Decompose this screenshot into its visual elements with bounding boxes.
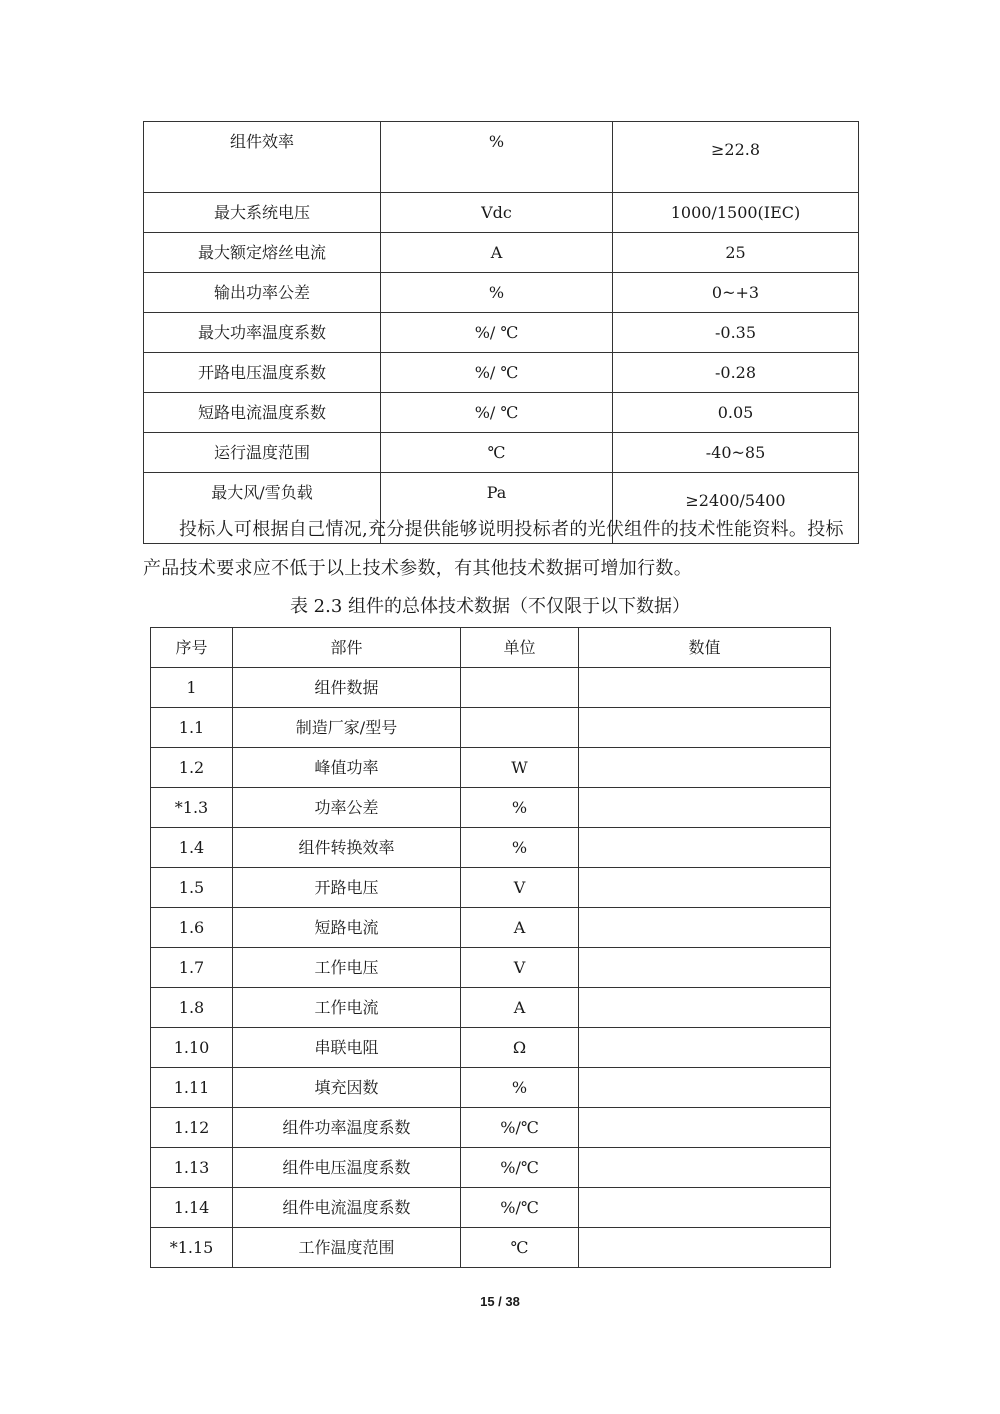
part-cell: 填充因数 [233, 1068, 461, 1108]
table-row [151, 708, 831, 748]
value-cell[interactable] [579, 1108, 831, 1148]
part-cell: 短路电流 [233, 908, 461, 948]
param-cell: 开路电压温度系数 [144, 353, 381, 393]
header-value: 数值 [579, 628, 831, 668]
table-row [151, 908, 831, 948]
unit-cell: % [461, 788, 579, 828]
data-table [150, 627, 831, 1268]
param-cell: 运行温度范围 [144, 433, 381, 473]
part-cell: 制造厂家/型号 [233, 708, 461, 748]
part-cell: 开路电压 [233, 868, 461, 908]
table-row [151, 868, 831, 908]
no-cell: 1 [151, 668, 233, 708]
value-cell[interactable] [579, 1148, 831, 1188]
value-cell: 25 [613, 233, 859, 273]
table-caption: 表 2.3 组件的总体技术数据（不仅限于以下数据） [289, 596, 691, 617]
value-cell[interactable] [579, 908, 831, 948]
param-cell: 最大风/雪负载 [144, 473, 381, 544]
table-header-row [151, 628, 831, 668]
unit-cell: Pa [381, 473, 613, 544]
param-cell: 最大系统电压 [144, 193, 381, 233]
unit-cell: A [461, 908, 579, 948]
value-cell: ≥2400/5400 [613, 473, 859, 544]
part-cell: 串联电阻 [233, 1028, 461, 1068]
table-row [151, 828, 831, 868]
value-cell[interactable] [579, 1228, 831, 1268]
table-row [144, 193, 859, 233]
unit-cell: W [461, 748, 579, 788]
part-cell: 工作电压 [233, 948, 461, 988]
part-cell: 工作电流 [233, 988, 461, 1028]
unit-cell: %/ ℃ [381, 353, 613, 393]
value-cell: 0.05 [613, 393, 859, 433]
table-row [151, 668, 831, 708]
table-row [144, 433, 859, 473]
no-cell: 1.13 [151, 1148, 233, 1188]
param-cell: 最大额定熔丝电流 [144, 233, 381, 273]
unit-cell: % [461, 828, 579, 868]
unit-cell: %/℃ [461, 1188, 579, 1228]
header-unit: 单位 [461, 628, 579, 668]
table-row [151, 1028, 831, 1068]
value-cell: 1000/1500(IEC) [613, 193, 859, 233]
value-cell[interactable] [579, 1028, 831, 1068]
no-cell: *1.15 [151, 1228, 233, 1268]
table-row [151, 1188, 831, 1228]
value-cell[interactable] [579, 988, 831, 1028]
value-cell: -0.28 [613, 353, 859, 393]
table-row [144, 393, 859, 433]
table-row [151, 1108, 831, 1148]
param-cell: 最大功率温度系数 [144, 313, 381, 353]
unit-cell: A [381, 233, 613, 273]
value-cell[interactable] [579, 948, 831, 988]
part-cell: 组件电压温度系数 [233, 1148, 461, 1188]
unit-cell: %/ ℃ [381, 313, 613, 353]
unit-cell: %/℃ [461, 1108, 579, 1148]
value-cell[interactable] [579, 1068, 831, 1108]
unit-cell: V [461, 868, 579, 908]
no-cell: 1.4 [151, 828, 233, 868]
no-cell: 1.12 [151, 1108, 233, 1148]
part-cell: 组件转换效率 [233, 828, 461, 868]
no-cell: 1.1 [151, 708, 233, 748]
part-cell: 峰值功率 [233, 748, 461, 788]
table-row [151, 1228, 831, 1268]
table-row [151, 788, 831, 828]
no-cell: 1.11 [151, 1068, 233, 1108]
part-cell: 组件功率温度系数 [233, 1108, 461, 1148]
no-cell: 1.14 [151, 1188, 233, 1228]
unit-cell: % [381, 273, 613, 313]
value-cell[interactable] [579, 788, 831, 828]
value-cell: ≥22.8 [613, 122, 859, 193]
table-row [151, 1148, 831, 1188]
unit-cell: A [461, 988, 579, 1028]
table-row [144, 233, 859, 273]
unit-cell: % [381, 122, 613, 193]
value-cell[interactable] [579, 708, 831, 748]
table-row [151, 988, 831, 1028]
page-number: 15 / 38 [480, 1294, 520, 1309]
no-cell: 1.7 [151, 948, 233, 988]
spec-table [143, 121, 859, 544]
value-cell[interactable] [579, 828, 831, 868]
table-row [144, 122, 859, 193]
value-cell[interactable] [579, 1188, 831, 1228]
unit-cell [461, 708, 579, 748]
unit-cell: Vdc [381, 193, 613, 233]
part-cell: 工作温度范围 [233, 1228, 461, 1268]
value-cell[interactable] [579, 668, 831, 708]
no-cell: 1.10 [151, 1028, 233, 1068]
value-cell[interactable] [579, 868, 831, 908]
unit-cell: V [461, 948, 579, 988]
value-cell: -0.35 [613, 313, 859, 353]
param-cell: 组件效率 [144, 122, 381, 193]
unit-cell: ℃ [461, 1228, 579, 1268]
no-cell: 1.5 [151, 868, 233, 908]
table-row [151, 748, 831, 788]
table-row [151, 948, 831, 988]
param-cell: 输出功率公差 [144, 273, 381, 313]
table-row [144, 273, 859, 313]
table-row [151, 1068, 831, 1108]
part-cell: 组件数据 [233, 668, 461, 708]
value-cell: -40~85 [613, 433, 859, 473]
unit-cell: % [461, 1068, 579, 1108]
table-row [144, 353, 859, 393]
value-cell[interactable] [579, 748, 831, 788]
part-cell: 组件电流温度系数 [233, 1188, 461, 1228]
param-cell: 短路电流温度系数 [144, 393, 381, 433]
no-cell: 1.8 [151, 988, 233, 1028]
unit-cell: %/ ℃ [381, 393, 613, 433]
unit-cell: Ω [461, 1028, 579, 1068]
part-cell: 功率公差 [233, 788, 461, 828]
value-cell: 0~+3 [613, 273, 859, 313]
unit-cell [461, 668, 579, 708]
no-cell: *1.3 [151, 788, 233, 828]
unit-cell: ℃ [381, 433, 613, 473]
table-row [144, 313, 859, 353]
no-cell: 1.6 [151, 908, 233, 948]
unit-cell: %/℃ [461, 1148, 579, 1188]
no-cell: 1.2 [151, 748, 233, 788]
header-part: 部件 [233, 628, 461, 668]
body-paragraph: 投标人可根据自己情况,充分提供能够说明投标者的光伏组件的技术性能资料。投标产品技术要求应不低于以上技术参数，有其他技术数据可增加行数。 [143, 519, 844, 579]
header-no: 序号 [151, 628, 233, 668]
